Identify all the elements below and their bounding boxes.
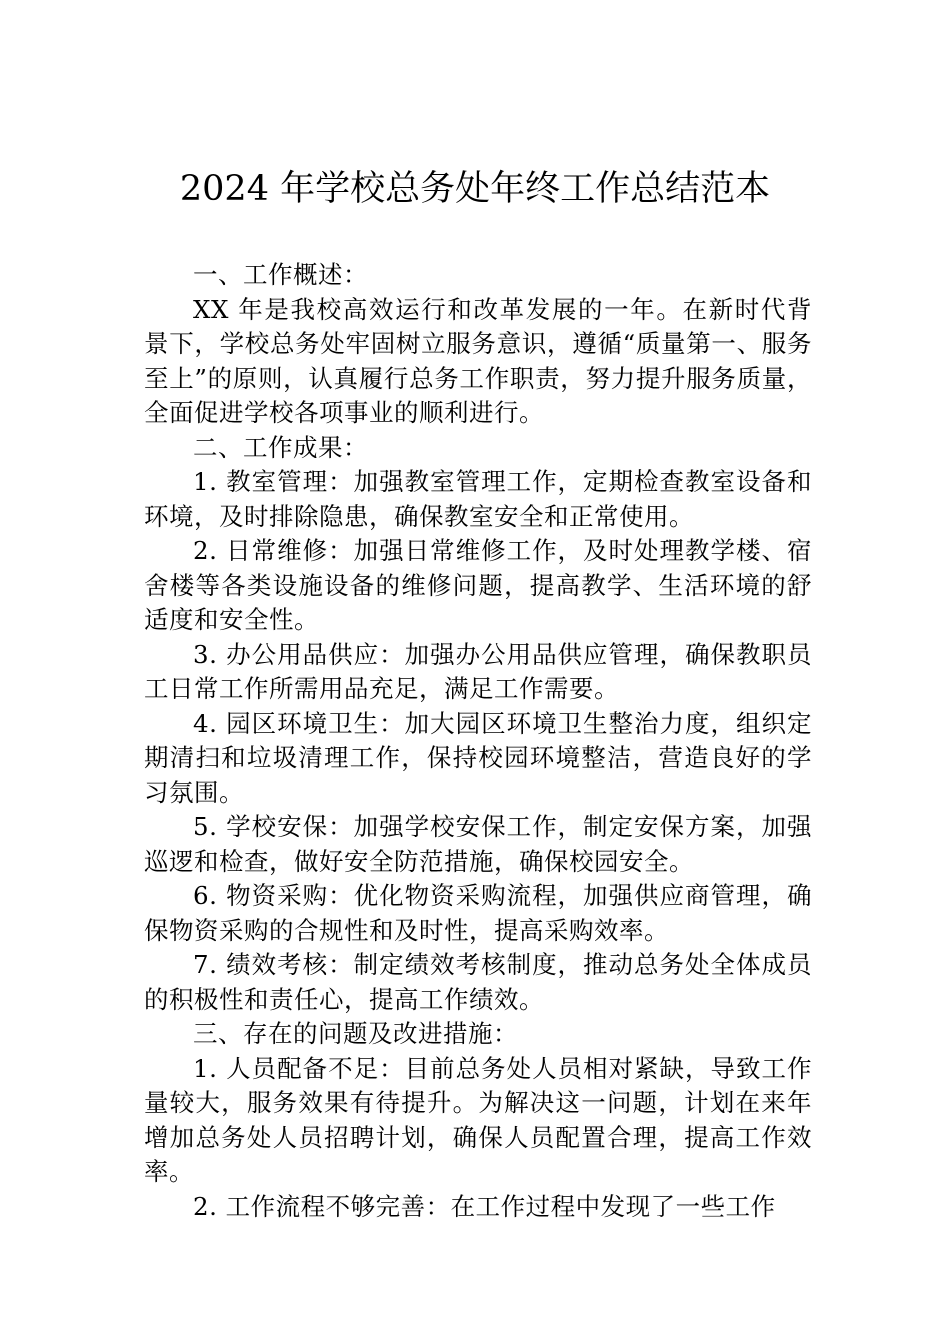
list-item-sanitation: 4. 园区环境卫生：加大园区环境卫生整治力度，组织定期清扫和垃圾清理工作，保持校园环境整洁，营造良好的学习氛围。 (144, 708, 812, 807)
document-title: 2024 年学校总务处年终工作总结范本 (179, 169, 771, 209)
list-item-security: 5. 学校安保：加强学校安保工作，制定安保方案，加强巡逻和检查，做好安全防范措施，确保校园安全。 (144, 812, 812, 876)
list-item-workflow: 2. 工作流程不够完善：在工作过程中发现了一些工作 (193, 1191, 776, 1221)
section-heading-results: 二、工作成果： (193, 432, 368, 462)
list-item-maintenance: 2. 日常维修：加强日常维修工作，及时处理教学楼、宿舍楼等各类设施设备的维修问题，提高教学、生活环境的舒适度和安全性。 (144, 536, 812, 634)
section-heading-problems: 三、存在的问题及改进措施： (193, 1019, 518, 1048)
section-heading-overview: 一、工作概述： (193, 260, 368, 289)
paragraph-overview: XX 年是我校高效运行和改革发展的一年。在新时代背景下，学校总务处牢固树立服务意识，遵循“质量第一、服务至上”的原则，认真履行总务工作职责，努力提升服务质量，全面促进学校各项事业的顺利进行。 (144, 294, 812, 427)
list-item-performance: 7. 绩效考核：制定绩效考核制度，推动总务处全体成员的积极性和责任心，提高工作绩效。 (144, 950, 812, 1014)
list-item-staffing: 1. 人员配备不足：目前总务处人员相对紧缺，导致工作量较大，服务效果有待提升。为解决这一问题，计划在来年增加总务处人员招聘计划，确保人员配置合理，提高工作效率。 (144, 1053, 812, 1186)
list-item-classroom: 1. 教室管理：加强教室管理工作，定期检查教室设备和环境，及时排除隐患，确保教室安全和正常使用。 (144, 467, 812, 531)
list-item-procurement: 6. 物资采购：优化物资采购流程，加强供应商管理，确保物资采购的合规性和及时性，提高采购效率。 (144, 881, 812, 945)
list-item-office-supplies: 3. 办公用品供应：加强办公用品供应管理，确保教职员工日常工作所需用品充足，满足工作需要。 (144, 639, 812, 703)
document-body (144, 258, 812, 1224)
